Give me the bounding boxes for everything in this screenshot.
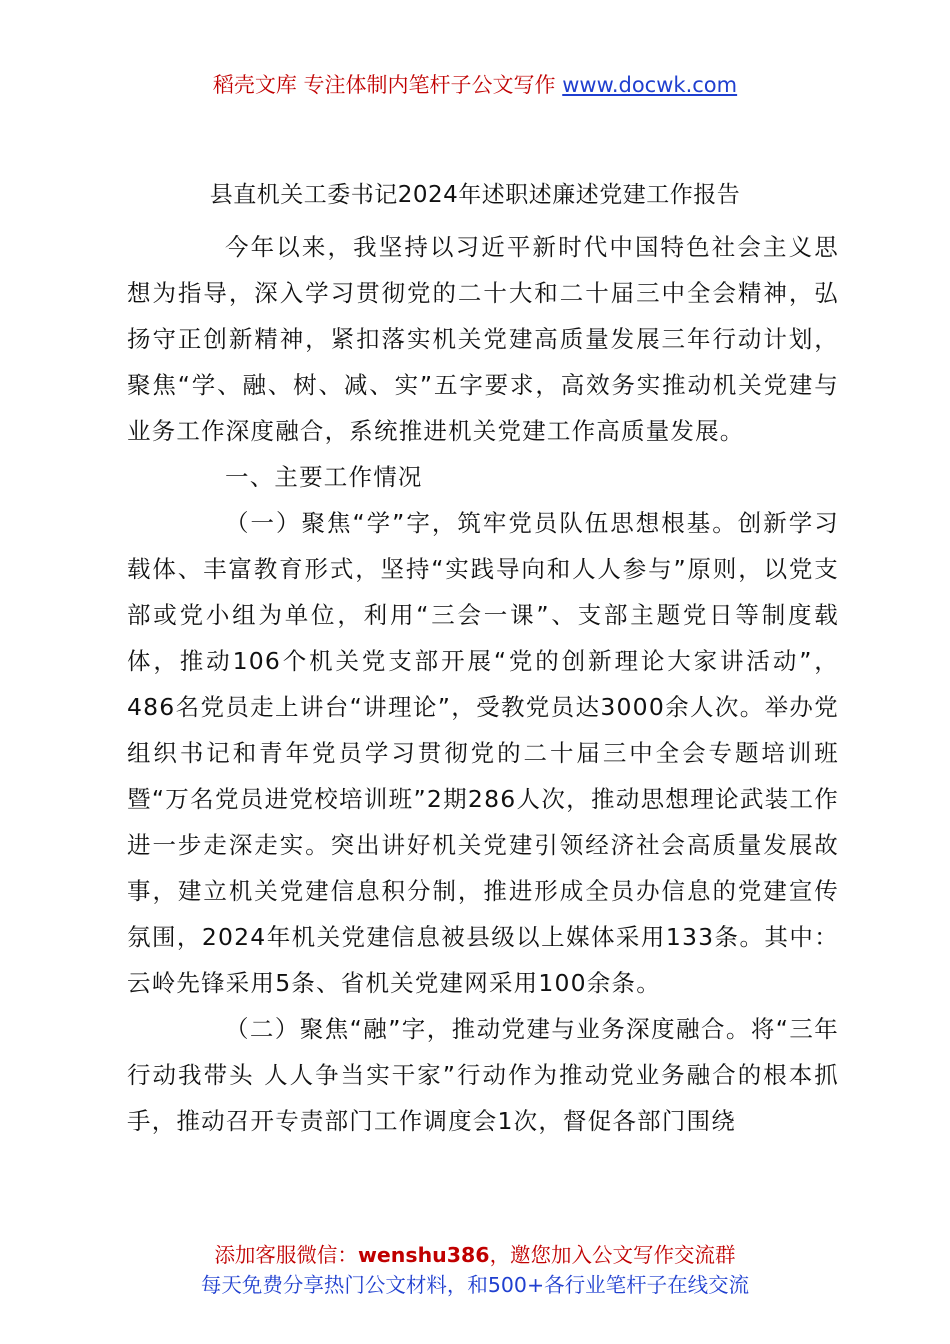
paragraph-intro: 今年以来，我坚持以习近平新时代中国特色社会主义思想为指导，深入学习贯彻党的二十大和二十届三中全会精神，弘扬守正创新精神，紧扣落实机关党建高质量发展三年行动计划，聚焦“学、融、树、减、实”五字要求，高效务实推动机关党建与业务工作深度融合，系统推进机关党建工作高质量发展。 xyxy=(127,233,839,445)
document-body xyxy=(127,224,839,1144)
header-banner xyxy=(0,70,950,100)
footer-promo xyxy=(0,1240,950,1300)
website-link[interactable]: www.docwk.com xyxy=(562,73,738,97)
footer-line-share: 每天免费分享热门公文材料，和500+各行业笔杆子在线交流 xyxy=(200,1273,750,1297)
paragraph-study: （一）聚焦“学”字，筑牢党员队伍思想根基。创新学习载体、丰富教育形式，坚持“实践导向和人人参与”原则，以党支部或党小组为单位，利用“三会一课”、支部主题党日等制度载体，推动106个机关党支部开展“党的创新理论大家讲活动”，486名党员走上讲台“讲理论”，受教党员达3000余人次。举办党组织书记和青年党员学习贯彻党的二十届三中全会专题培训班暨“万名党员进党校培训班”2期286人次，推动思想理论武装工作进一步走深走实。突出讲好机关党建引领经济社会高质量发展故事，建立机关党建信息积分制，推进形成全员办信息的党建宣传氛围，2024年机关党建信息被县级以上媒体采用133条。其中：云岭先锋采用5条、省机关党建网采用100余条。 xyxy=(127,509,839,997)
wechat-id: wenshu386 xyxy=(357,1243,490,1267)
footer-line-wechat xyxy=(0,1240,950,1270)
document-title: 县直机关工委书记2024年述职述廉述党建工作报告 xyxy=(209,182,741,208)
section-heading: 一、主要工作情况 xyxy=(225,463,423,491)
brand-text: 稻壳文库 专注体制内笔杆子公文写作 xyxy=(212,73,563,97)
paragraph-integration: （二）聚焦“融”字，推动党建与业务深度融合。将“三年行动我带头 人人争当实干家”行动作为推动党业务融合的根本抓手，推动召开专责部门工作调度会1次，督促各部门围绕 xyxy=(127,1015,839,1135)
footer-wechat-suffix: ，邀您加入公文写作交流群 xyxy=(489,1243,736,1267)
footer-wechat-prefix: 添加客服微信： xyxy=(214,1243,358,1267)
